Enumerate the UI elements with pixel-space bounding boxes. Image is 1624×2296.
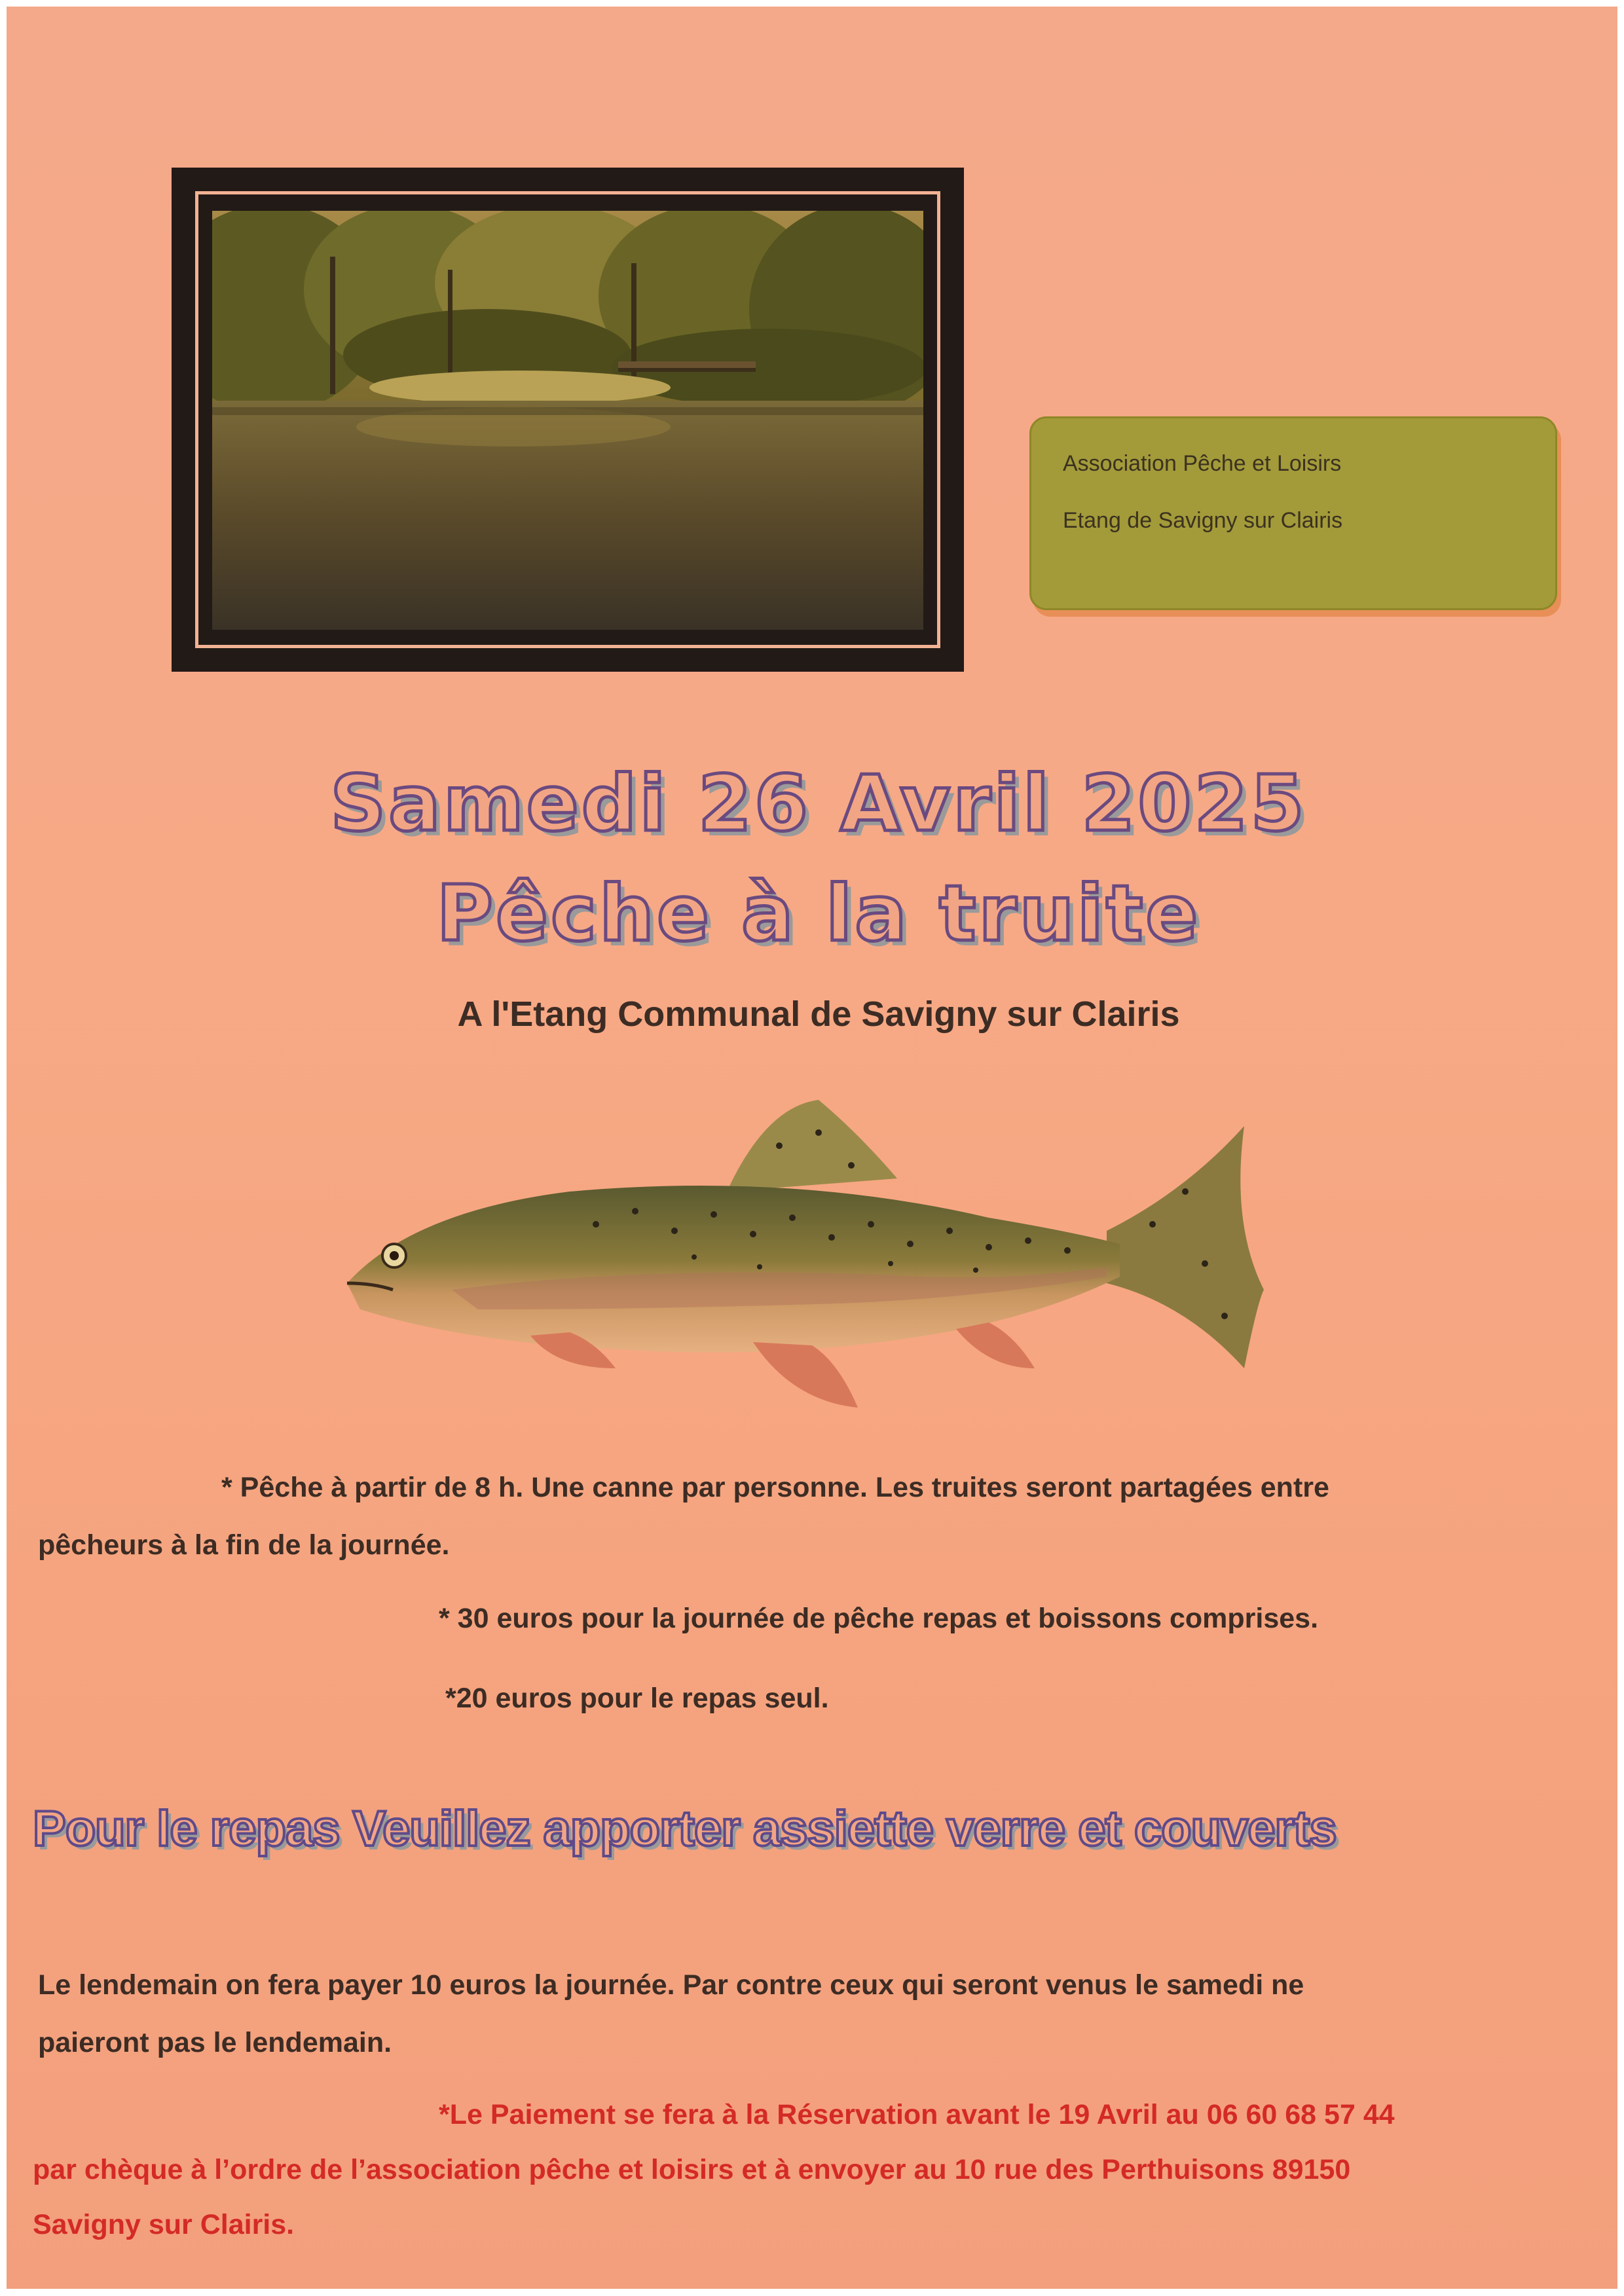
association-label	[1029, 416, 1557, 610]
bring-utensils-reminder: Pour le repas Veuillez apporter assiette verre et couverts	[33, 1801, 1337, 1857]
pond-landscape-image	[212, 211, 923, 630]
fishing-rules-line2: pêcheurs à la fin de la journée.	[38, 1529, 450, 1561]
next-day-line1: Le lendemain on fera payer 10 euros la journée. Par contre ceux qui seront venus le samedi ne	[38, 1969, 1304, 2001]
pond-photo-frame	[172, 168, 964, 672]
flyer-page	[7, 7, 1617, 2289]
price-full-day: * 30 euros pour la journée de pêche repas et boissons comprises.	[439, 1603, 1319, 1634]
association-location: Etang de Savigny sur Clairis	[1063, 508, 1343, 533]
event-location: A l'Etang Communal de Savigny sur Clairis	[457, 994, 1180, 1034]
fishing-rules-line1: * Pêche à partir de 8 h. Une canne par personne. Les truites seront partagées entre	[221, 1472, 1329, 1503]
payment-line2: par chèque à l’ordre de l’association pêche et loisirs et à envoyer au 10 rue des Perthuisons 89150	[33, 2154, 1351, 2185]
payment-line3: Savigny sur Clairis.	[33, 2209, 295, 2240]
next-day-line2: paieront pas le lendemain.	[38, 2027, 392, 2058]
event-date-title: Samedi 26 Avril 2025	[330, 758, 1307, 848]
payment-info	[33, 2087, 1591, 2252]
next-day-text	[38, 1956, 1583, 2071]
fishing-rules-text	[38, 1459, 1583, 1574]
price-meal-only: *20 euros pour le repas seul.	[445, 1683, 829, 1714]
event-name-title: Pêche à la truite	[436, 868, 1201, 958]
association-name: Association Pêche et Loisirs	[1063, 451, 1342, 476]
payment-line1: *Le Paiement se fera à la Réservation avant le 19 Avril au 06 60 68 57 44	[439, 2099, 1395, 2130]
trout-image	[334, 1093, 1303, 1427]
